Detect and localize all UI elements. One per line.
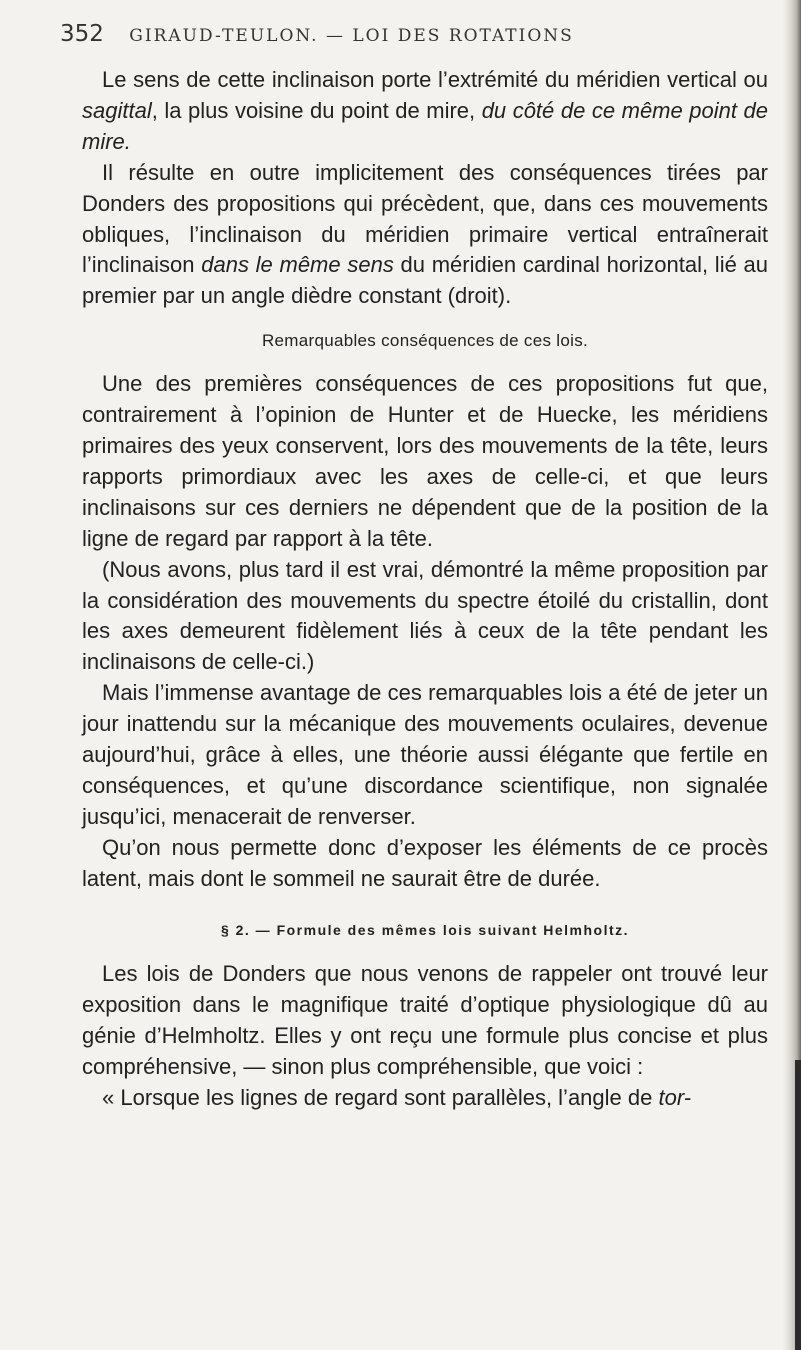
paragraph-text: Le sens de cette inclinaison porte l’extrémité du méridien vertical ou [102, 67, 768, 92]
section-heading-text: § 2. — Formule des mêmes lois suivant Helmholtz. [220, 921, 630, 938]
running-title: GIRAUD-TEULON. — LOI DES ROTATIONS [129, 26, 574, 46]
page-number: 352 [60, 21, 104, 47]
paragraph-text: du méridien cardinal horizontal, lié au premier par un angle dièdre constant (droit). [82, 252, 769, 309]
paragraph: Les lois de Donders que nous venons de rappeler ont trouvé leur exposition dans le magnifique traité d’optique physiologique dû au génie d’Helmholtz. Elles y ont reçu une formule plus concise et plus compréhensive, — sinon plus compréhensible, que voici : [82, 961, 768, 1080]
paragraph [82, 1083, 768, 1114]
paragraph: Mais l’immense avantage de ces remarquables lois a été de jeter un jour inattendu sur la mécanique des mouvements oculaires, devenue aujourd’hui, grâce à elles, une théorie aussi élégante que fertile en conséquences, et qu’une discordance scientifique, non signalée jusqu’ici, menacerait de renverser. [82, 680, 768, 829]
paragraph: Qu’on nous permette donc d’exposer les éléments de ce procès latent, mais dont le sommeil ne saurait être de durée. [82, 834, 768, 891]
paragraph-text: Il résulte en outre implicitement des conséquences tirées par Donders des propositions qui précèdent, que, dans ces mouvements obliques, l’inclinaison du méridien primaire vertical entraînerait l’inclinaison [82, 159, 768, 278]
paragraph-text: « Lorsque les lignes de regard sont parallèles, l’angle de [102, 1085, 659, 1111]
page-body [82, 65, 768, 1114]
paragraph [82, 158, 768, 313]
page-edge-dark [795, 1060, 801, 1350]
page-header [60, 20, 760, 47]
italic-text: tor- [658, 1085, 692, 1111]
paragraph: Une des premières conséquences de ces propositions fut que, contrairement à l’opinion de Hunter et de Huecke, les méridiens primaires des yeux conservent, lors des mouvements de la tête, leurs rapports primordiaux avec les axes de celle-ci, et que leurs inclinaisons sur ces derniers ne dépendent que de la position de la ligne de regard par rapport à la tête. [82, 371, 768, 551]
italic-text: sagittal [82, 97, 152, 123]
italic-text: dans le même sens [201, 252, 394, 278]
paragraph [82, 65, 768, 158]
section-heading [82, 915, 768, 946]
paragraph-text: , la plus voisine du point de mire, [151, 97, 482, 123]
paragraph: (Nous avons, plus tard il est vrai, démontré la même proposition par la considération des mouvements du spectre étoilé du cristallin, dont les axes demeurent fidèlement liés à ceux de la tête pendant les inclinaisons de celle-ci.) [82, 556, 768, 675]
italic-text: du côté de ce même point de mire. [82, 97, 769, 154]
subheading: Remarquables conséquences de ces lois. [261, 331, 589, 351]
